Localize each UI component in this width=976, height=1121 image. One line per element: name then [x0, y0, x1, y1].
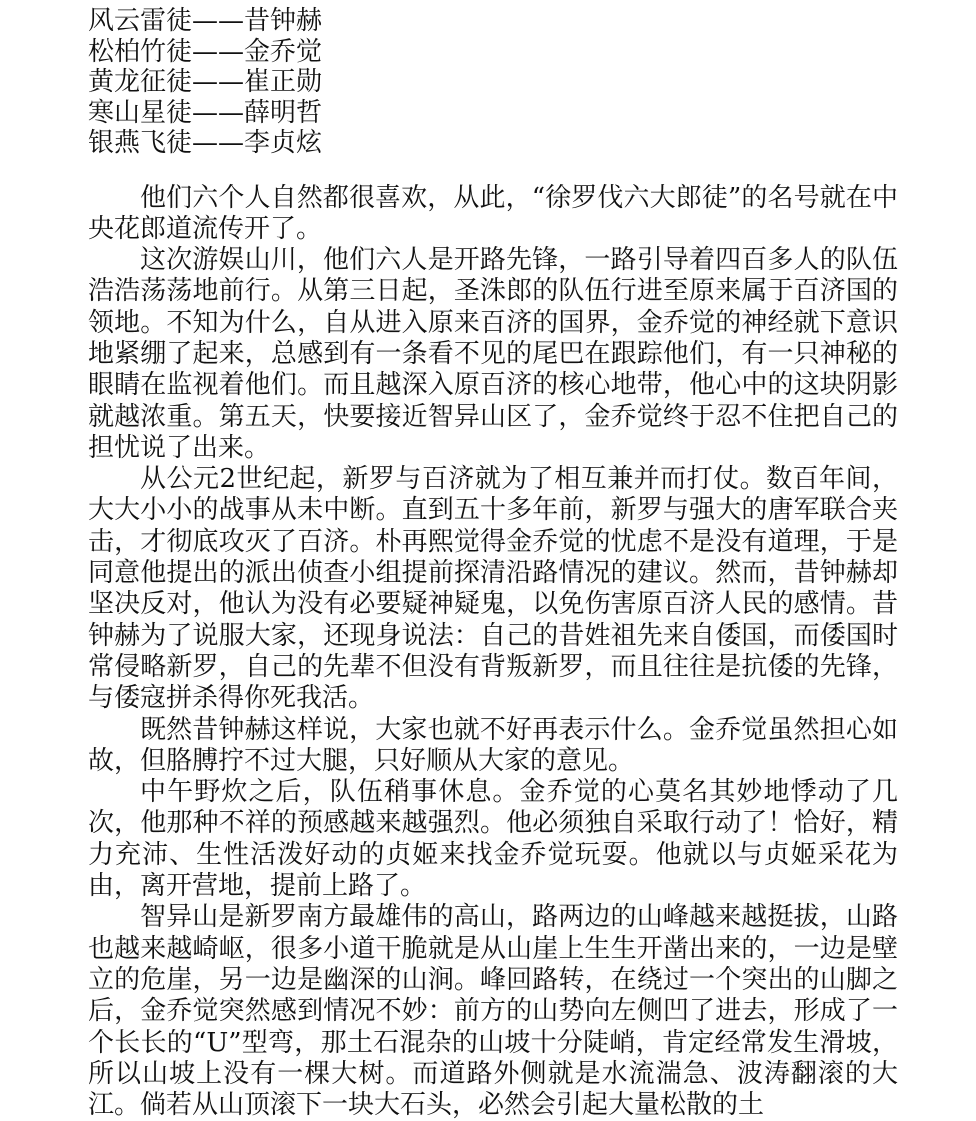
paragraph-1: 他们六个人自然都很喜欢，从此，“徐罗伐六大郎徒”的名号就在中央花郎道流传开了。: [88, 183, 898, 246]
title-line-4: 寒山星徒——薛明哲: [88, 98, 898, 129]
disciple-title-list: [88, 6, 898, 159]
paragraph-3: 从公元2世纪起，新罗与百济就为了相互兼并而打仗。数百年间，大大小小的战事从未中断。直到五十多年前，新罗与强大的唐军联合夹击，才彻底攻灭了百济。朴再熙觉得金乔觉的忧虑不是没有道理，于是同意他提出的派出侦查小组提前探清沿路情况的建议。然而，昔钟赫却坚决反对，他认为没有必要疑神疑鬼，以免伤害原百济人民的感情。昔钟赫为了说服大家，还现身说法：自己的昔姓祖先来自倭国，而倭国时常侵略新罗，自己的先辈不但没有背叛新罗，而且往往是抗倭的先锋，与倭寇拼杀得你死我活。: [88, 464, 898, 714]
paragraph-4: 既然昔钟赫这样说，大家也就不好再表示什么。金乔觉虽然担心如故，但胳膊拧不过大腿，只好顺从大家的意见。: [88, 715, 898, 778]
title-line-3: 黄龙征徒——崔正勋: [88, 67, 898, 98]
document-page: [88, 6, 898, 1121]
title-line-2: 松柏竹徒——金乔觉: [88, 37, 898, 68]
body-text: [88, 183, 898, 1121]
title-line-1: 风云雷徒——昔钟赫: [88, 6, 898, 37]
title-line-5: 银燕飞徒——李贞炫: [88, 128, 898, 159]
paragraph-2: 这次游娱山川，他们六人是开路先锋，一路引导着四百多人的队伍浩浩荡荡地前行。从第三日起，圣洙郎的队伍行进至原来属于百济国的领地。不知为什么，自从进入原来百济的国界，金乔觉的神经就下意识地紧绷了起来，总感到有一条看不见的尾巴在跟踪他们，有一只神秘的眼睛在监视着他们。而且越深入原百济的核心地带，他心中的这块阴影就越浓重。第五天，快要接近智异山区了，金乔觉终于忍不住把自己的担忧说了出来。: [88, 245, 898, 464]
paragraph-6: 智异山是新罗南方最雄伟的高山，路两边的山峰越来越挺拔，山路也越来越崎岖，很多小道干脆就是从山崖上生生开凿出来的，一边是壁立的危崖，另一边是幽深的山涧。峰回路转，在绕过一个突出的山脚之后，金乔觉突然感到情况不妙：前方的山势向左侧凹了进去，形成了一个长长的“U”型弯，那土石混杂的山坡十分陡峭，肯定经常发生滑坡，所以山坡上没有一棵大树。而道路外侧就是水流湍急、波涛翻滚的大江。倘若从山顶滚下一块大石头，必然会引起大量松散的土: [88, 902, 898, 1121]
paragraph-5: 中午野炊之后，队伍稍事休息。金乔觉的心莫名其妙地悸动了几次，他那种不祥的预感越来越强烈。他必须独自采取行动了！恰好，精力充沛、生性活泼好动的贞姬来找金乔觉玩耍。他就以与贞姬采花为由，离开营地，提前上路了。: [88, 777, 898, 902]
